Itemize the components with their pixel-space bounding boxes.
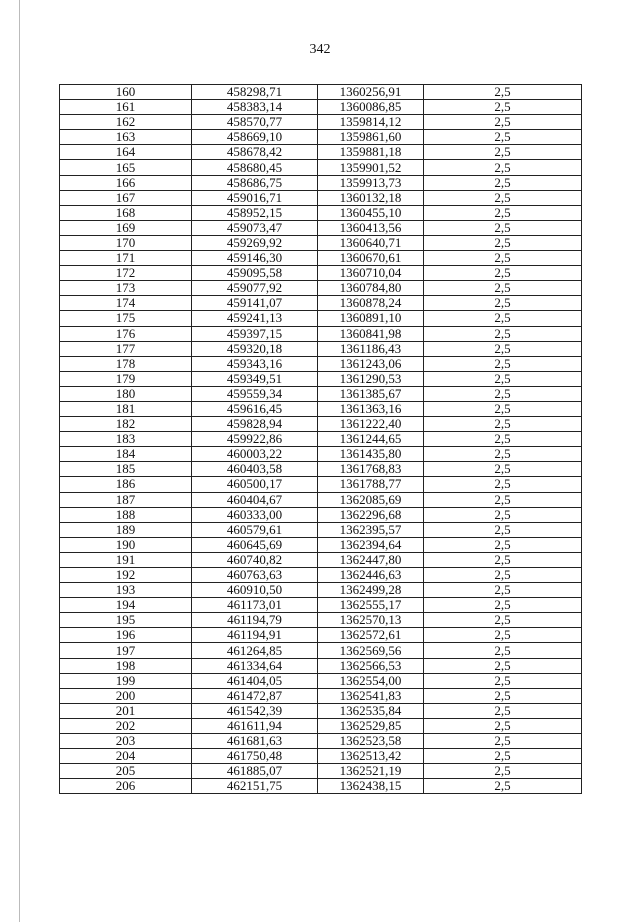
table-row (60, 477, 582, 492)
table-row (60, 356, 582, 371)
tolerance-cell: 2,5 (424, 447, 582, 462)
point-number-cell: 169 (60, 220, 192, 235)
tolerance-cell: 2,5 (424, 251, 582, 266)
table-row (60, 145, 582, 160)
tolerance-cell: 2,5 (424, 734, 582, 749)
page-number: 342 (309, 42, 331, 57)
x-coordinate-cell: 461472,87 (192, 688, 318, 703)
y-coordinate-cell: 1362535,84 (318, 703, 424, 718)
x-coordinate-cell: 460579,61 (192, 522, 318, 537)
y-coordinate-cell: 1361435,80 (318, 447, 424, 462)
table-row (60, 115, 582, 130)
table-row (60, 251, 582, 266)
y-coordinate-cell: 1362555,17 (318, 598, 424, 613)
x-coordinate-cell: 458383,14 (192, 100, 318, 115)
point-number-cell: 167 (60, 190, 192, 205)
x-coordinate-cell: 459095,58 (192, 266, 318, 281)
tolerance-cell: 2,5 (424, 522, 582, 537)
table-row (60, 341, 582, 356)
point-number-cell: 171 (60, 251, 192, 266)
point-number-cell: 177 (60, 341, 192, 356)
tolerance-cell: 2,5 (424, 764, 582, 779)
table-row (60, 281, 582, 296)
x-coordinate-cell: 460333,00 (192, 507, 318, 522)
x-coordinate-cell: 459241,13 (192, 311, 318, 326)
tolerance-cell: 2,5 (424, 85, 582, 100)
tolerance-cell: 2,5 (424, 401, 582, 416)
y-coordinate-cell: 1362566,53 (318, 658, 424, 673)
point-number-cell: 201 (60, 703, 192, 718)
table-row (60, 85, 582, 100)
x-coordinate-cell: 461404,05 (192, 673, 318, 688)
x-coordinate-cell: 461542,39 (192, 703, 318, 718)
point-number-cell: 170 (60, 235, 192, 250)
y-coordinate-cell: 1360086,85 (318, 100, 424, 115)
tolerance-cell: 2,5 (424, 477, 582, 492)
x-coordinate-cell: 459269,92 (192, 235, 318, 250)
table-row (60, 371, 582, 386)
y-coordinate-cell: 1362438,15 (318, 779, 424, 794)
point-number-cell: 191 (60, 552, 192, 567)
table-row (60, 749, 582, 764)
tolerance-cell: 2,5 (424, 175, 582, 190)
tolerance-cell: 2,5 (424, 371, 582, 386)
tolerance-cell: 2,5 (424, 507, 582, 522)
table-row (60, 190, 582, 205)
point-number-cell: 195 (60, 613, 192, 628)
point-number-cell: 168 (60, 205, 192, 220)
x-coordinate-cell: 460763,63 (192, 568, 318, 583)
y-coordinate-cell: 1360784,80 (318, 281, 424, 296)
table-row (60, 552, 582, 567)
tolerance-cell: 2,5 (424, 160, 582, 175)
table-row (60, 734, 582, 749)
x-coordinate-cell: 458298,71 (192, 85, 318, 100)
tolerance-cell: 2,5 (424, 658, 582, 673)
y-coordinate-cell: 1360710,04 (318, 266, 424, 281)
table-row (60, 100, 582, 115)
point-number-cell: 175 (60, 311, 192, 326)
table-row (60, 537, 582, 552)
x-coordinate-cell: 459616,45 (192, 401, 318, 416)
y-coordinate-cell: 1362296,68 (318, 507, 424, 522)
point-number-cell: 196 (60, 628, 192, 643)
point-number-cell: 164 (60, 145, 192, 160)
x-coordinate-cell: 462151,75 (192, 779, 318, 794)
point-number-cell: 200 (60, 688, 192, 703)
point-number-cell: 204 (60, 749, 192, 764)
point-number-cell: 176 (60, 326, 192, 341)
y-coordinate-cell: 1360878,24 (318, 296, 424, 311)
y-coordinate-cell: 1362446,63 (318, 568, 424, 583)
y-coordinate-cell: 1361768,83 (318, 462, 424, 477)
x-coordinate-cell: 460403,58 (192, 462, 318, 477)
tolerance-cell: 2,5 (424, 718, 582, 733)
y-coordinate-cell: 1362523,58 (318, 734, 424, 749)
y-coordinate-cell: 1362570,13 (318, 613, 424, 628)
page-edge-line (19, 0, 20, 922)
point-number-cell: 178 (60, 356, 192, 371)
x-coordinate-cell: 461194,79 (192, 613, 318, 628)
point-number-cell: 174 (60, 296, 192, 311)
tolerance-cell: 2,5 (424, 326, 582, 341)
table-row (60, 401, 582, 416)
y-coordinate-cell: 1362529,85 (318, 718, 424, 733)
y-coordinate-cell: 1360413,56 (318, 220, 424, 235)
x-coordinate-cell: 459343,16 (192, 356, 318, 371)
x-coordinate-cell: 461611,94 (192, 718, 318, 733)
coordinates-table (59, 84, 582, 794)
table-row (60, 220, 582, 235)
tolerance-cell: 2,5 (424, 386, 582, 401)
tolerance-cell: 2,5 (424, 432, 582, 447)
tolerance-cell: 2,5 (424, 220, 582, 235)
point-number-cell: 185 (60, 462, 192, 477)
tolerance-cell: 2,5 (424, 462, 582, 477)
tolerance-cell: 2,5 (424, 281, 582, 296)
x-coordinate-cell: 459349,51 (192, 371, 318, 386)
y-coordinate-cell: 1362541,83 (318, 688, 424, 703)
y-coordinate-cell: 1361186,43 (318, 341, 424, 356)
y-coordinate-cell: 1360891,10 (318, 311, 424, 326)
y-coordinate-cell: 1361290,53 (318, 371, 424, 386)
point-number-cell: 183 (60, 432, 192, 447)
x-coordinate-cell: 459016,71 (192, 190, 318, 205)
x-coordinate-cell: 460500,17 (192, 477, 318, 492)
y-coordinate-cell: 1362447,80 (318, 552, 424, 567)
table-row (60, 598, 582, 613)
x-coordinate-cell: 458669,10 (192, 130, 318, 145)
x-coordinate-cell: 461334,64 (192, 658, 318, 673)
y-coordinate-cell: 1362085,69 (318, 492, 424, 507)
table-row (60, 266, 582, 281)
x-coordinate-cell: 459077,92 (192, 281, 318, 296)
point-number-cell: 198 (60, 658, 192, 673)
table-row (60, 522, 582, 537)
y-coordinate-cell: 1359861,60 (318, 130, 424, 145)
point-number-cell: 182 (60, 417, 192, 432)
point-number-cell: 166 (60, 175, 192, 190)
x-coordinate-cell: 460003,22 (192, 447, 318, 462)
table-row (60, 688, 582, 703)
point-number-cell: 186 (60, 477, 192, 492)
table-row (60, 311, 582, 326)
x-coordinate-cell: 460910,50 (192, 583, 318, 598)
table-row (60, 779, 582, 794)
table-row (60, 160, 582, 175)
x-coordinate-cell: 459146,30 (192, 251, 318, 266)
x-coordinate-cell: 461173,01 (192, 598, 318, 613)
tolerance-cell: 2,5 (424, 749, 582, 764)
y-coordinate-cell: 1359913,73 (318, 175, 424, 190)
y-coordinate-cell: 1362394,64 (318, 537, 424, 552)
table-row (60, 326, 582, 341)
table-row (60, 568, 582, 583)
x-coordinate-cell: 459397,15 (192, 326, 318, 341)
point-number-cell: 180 (60, 386, 192, 401)
table-row (60, 613, 582, 628)
y-coordinate-cell: 1359814,12 (318, 115, 424, 130)
point-number-cell: 162 (60, 115, 192, 130)
point-number-cell: 190 (60, 537, 192, 552)
tolerance-cell: 2,5 (424, 100, 582, 115)
tolerance-cell: 2,5 (424, 688, 582, 703)
y-coordinate-cell: 1360455,10 (318, 205, 424, 220)
table-row (60, 628, 582, 643)
table-row (60, 235, 582, 250)
point-number-cell: 165 (60, 160, 192, 175)
point-number-cell: 205 (60, 764, 192, 779)
point-number-cell: 193 (60, 583, 192, 598)
y-coordinate-cell: 1361243,06 (318, 356, 424, 371)
tolerance-cell: 2,5 (424, 356, 582, 371)
y-coordinate-cell: 1362572,61 (318, 628, 424, 643)
y-coordinate-cell: 1360841,98 (318, 326, 424, 341)
table-row (60, 386, 582, 401)
x-coordinate-cell: 459320,18 (192, 341, 318, 356)
point-number-cell: 187 (60, 492, 192, 507)
y-coordinate-cell: 1360256,91 (318, 85, 424, 100)
tolerance-cell: 2,5 (424, 190, 582, 205)
y-coordinate-cell: 1361244,65 (318, 432, 424, 447)
tolerance-cell: 2,5 (424, 568, 582, 583)
point-number-cell: 192 (60, 568, 192, 583)
y-coordinate-cell: 1362395,57 (318, 522, 424, 537)
point-number-cell: 199 (60, 673, 192, 688)
point-number-cell: 202 (60, 718, 192, 733)
tolerance-cell: 2,5 (424, 537, 582, 552)
x-coordinate-cell: 458686,75 (192, 175, 318, 190)
table-row (60, 764, 582, 779)
tolerance-cell: 2,5 (424, 311, 582, 326)
tolerance-cell: 2,5 (424, 628, 582, 643)
tolerance-cell: 2,5 (424, 613, 582, 628)
point-number-cell: 188 (60, 507, 192, 522)
tolerance-cell: 2,5 (424, 583, 582, 598)
table-row (60, 643, 582, 658)
table-row (60, 507, 582, 522)
table-row (60, 175, 582, 190)
y-coordinate-cell: 1361222,40 (318, 417, 424, 432)
y-coordinate-cell: 1361363,16 (318, 401, 424, 416)
point-number-cell: 160 (60, 85, 192, 100)
point-number-cell: 197 (60, 643, 192, 658)
table-row (60, 417, 582, 432)
tolerance-cell: 2,5 (424, 341, 582, 356)
x-coordinate-cell: 458570,77 (192, 115, 318, 130)
tolerance-cell: 2,5 (424, 266, 582, 281)
point-number-cell: 181 (60, 401, 192, 416)
point-number-cell: 184 (60, 447, 192, 462)
table-row (60, 658, 582, 673)
point-number-cell: 206 (60, 779, 192, 794)
point-number-cell: 173 (60, 281, 192, 296)
table-row (60, 447, 582, 462)
point-number-cell: 194 (60, 598, 192, 613)
tolerance-cell: 2,5 (424, 779, 582, 794)
table-row (60, 296, 582, 311)
point-number-cell: 179 (60, 371, 192, 386)
x-coordinate-cell: 461681,63 (192, 734, 318, 749)
table-row (60, 673, 582, 688)
tolerance-cell: 2,5 (424, 130, 582, 145)
table-row (60, 492, 582, 507)
tolerance-cell: 2,5 (424, 145, 582, 160)
y-coordinate-cell: 1362513,42 (318, 749, 424, 764)
y-coordinate-cell: 1360132,18 (318, 190, 424, 205)
y-coordinate-cell: 1361788,77 (318, 477, 424, 492)
tolerance-cell: 2,5 (424, 552, 582, 567)
x-coordinate-cell: 460740,82 (192, 552, 318, 567)
x-coordinate-cell: 458952,15 (192, 205, 318, 220)
x-coordinate-cell: 459559,34 (192, 386, 318, 401)
point-number-cell: 172 (60, 266, 192, 281)
x-coordinate-cell: 459828,94 (192, 417, 318, 432)
x-coordinate-cell: 461264,85 (192, 643, 318, 658)
table-row (60, 130, 582, 145)
y-coordinate-cell: 1359881,18 (318, 145, 424, 160)
table-row (60, 205, 582, 220)
y-coordinate-cell: 1360640,71 (318, 235, 424, 250)
y-coordinate-cell: 1362569,56 (318, 643, 424, 658)
x-coordinate-cell: 458680,45 (192, 160, 318, 175)
y-coordinate-cell: 1362499,28 (318, 583, 424, 598)
x-coordinate-cell: 461194,91 (192, 628, 318, 643)
table-row (60, 703, 582, 718)
x-coordinate-cell: 461750,48 (192, 749, 318, 764)
x-coordinate-cell: 459141,07 (192, 296, 318, 311)
tolerance-cell: 2,5 (424, 598, 582, 613)
x-coordinate-cell: 459073,47 (192, 220, 318, 235)
tolerance-cell: 2,5 (424, 417, 582, 432)
x-coordinate-cell: 458678,42 (192, 145, 318, 160)
tolerance-cell: 2,5 (424, 115, 582, 130)
tolerance-cell: 2,5 (424, 235, 582, 250)
point-number-cell: 163 (60, 130, 192, 145)
table-row (60, 432, 582, 447)
y-coordinate-cell: 1360670,61 (318, 251, 424, 266)
tolerance-cell: 2,5 (424, 673, 582, 688)
x-coordinate-cell: 459922,86 (192, 432, 318, 447)
coordinates-table-body (60, 85, 582, 794)
tolerance-cell: 2,5 (424, 703, 582, 718)
x-coordinate-cell: 460404,67 (192, 492, 318, 507)
tolerance-cell: 2,5 (424, 492, 582, 507)
table-row (60, 583, 582, 598)
point-number-cell: 189 (60, 522, 192, 537)
x-coordinate-cell: 460645,69 (192, 537, 318, 552)
table-row (60, 462, 582, 477)
y-coordinate-cell: 1359901,52 (318, 160, 424, 175)
tolerance-cell: 2,5 (424, 643, 582, 658)
point-number-cell: 203 (60, 734, 192, 749)
tolerance-cell: 2,5 (424, 296, 582, 311)
table-row (60, 718, 582, 733)
y-coordinate-cell: 1362521,19 (318, 764, 424, 779)
x-coordinate-cell: 461885,07 (192, 764, 318, 779)
y-coordinate-cell: 1361385,67 (318, 386, 424, 401)
tolerance-cell: 2,5 (424, 205, 582, 220)
y-coordinate-cell: 1362554,00 (318, 673, 424, 688)
point-number-cell: 161 (60, 100, 192, 115)
